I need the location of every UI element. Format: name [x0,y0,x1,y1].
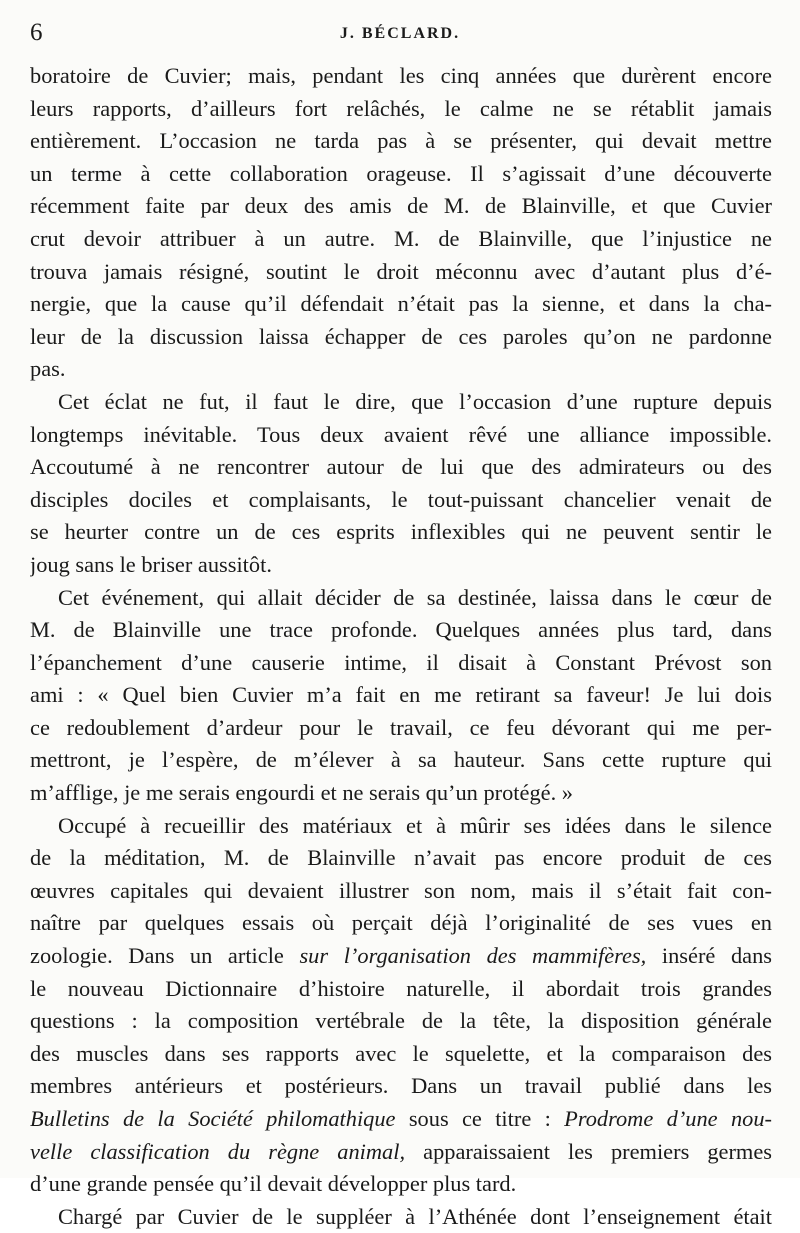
text-line: ce redoublement d’ardeur pour le travail, ce feu dévorant qui me per- [30,714,772,740]
text-line: naître par quelques essais où perçait déjà l’originalité de ses vues en [30,910,772,936]
running-title: J. BÉCLARD. [339,25,461,42]
italic-title: sur l’organisation des mammifères, [299,943,647,969]
text-line: ami : « Quel bien Cuvier m’a fait en me retirant sa faveur! Je lui dois [30,682,772,708]
text-line: mettront, je l’espère, de m’élever à sa hauteur. Sans cette rupture qui [30,747,772,773]
text-line: membres antérieurs et postérieurs. Dans un travail publié dans les [30,1073,772,1099]
text-line: Occupé à recueillir des matériaux et à mûrir ses idées dans le silence [58,812,772,838]
text-run: zoologie. Dans un article [30,943,300,969]
text-line: questions : la composition vertébrale de la tête, la disposition générale [30,1008,772,1034]
body-text [30,60,772,1233]
italic-title: Bulletins de la Société philomathique [30,1106,396,1131]
text-line: trouva jamais résigné, soutint le droit méconnu avec d’autant plus d’é- [30,258,772,284]
text-line [30,1103,772,1136]
text-line: m’afflige, je me serais engourdi et ne serais qu’un protégé. » [30,780,573,806]
italic-title: Prodrome d’une nou- [564,1106,772,1131]
text-line: Accoutumé à ne rencontrer autour de lui que des admirateurs ou des [30,454,772,480]
text-line: l’épanchement d’une causerie intime, il disait à Constant Prévost son [30,649,772,675]
text-line: d’une grande pensée qu’il devait développer plus tard. [30,1171,517,1197]
text-line: leurs rapports, d’ailleurs fort relâchés, le calme ne se rétablit jamais [30,95,772,121]
page-number: 6 [30,19,43,46]
page-header [30,18,770,48]
text-run: apparaissaient les premiers germes [405,1138,772,1164]
text-line: leur de la discussion laissa échapper de ces paroles qu’on ne pardonne [30,323,772,349]
text-line: boratoire de Cuvier; mais, pendant les cinq années que durèrent encore [30,63,772,88]
text-line: entièrement. L’occasion ne tarda pas à se présenter, qui devait mettre [30,128,772,154]
text-line: disciples dociles et complaisants, le tout-puissant chancelier venait de [30,486,772,512]
text-line: des muscles dans ses rapports avec le squelette, et la comparaison des [30,1040,772,1066]
text-line: se heurter contre un de ces esprits inflexibles qui ne peuvent sentir le [30,519,772,545]
text-line: Cet éclat ne fut, il faut le dire, que l’occasion d’une rupture depuis [58,388,772,414]
text-line: un terme à cette collaboration orageuse. Il s’agissait d’une découverte [30,160,772,186]
text-run: sous ce titre : [395,1106,565,1131]
text-line: récemment faite par deux des amis de M. de Blainville, et que Cuvier [30,193,772,219]
text-line: pas. [30,356,66,382]
text-line: Chargé par Cuvier de le suppléer à l’Athénée dont l’enseignement était [58,1203,772,1229]
italic-title: velle classification du règne animal, [30,1138,406,1164]
text-run: inséré dans [646,943,772,969]
text-line: Cet événement, qui allait décider de sa destinée, laissa dans le cœur de [58,584,772,610]
text-line: joug sans le briser aussitôt. [30,551,272,577]
text-line [30,940,772,973]
text-line: longtemps inévitable. Tous deux avaient rêvé une alliance impossible. [30,421,772,447]
text-line: nergie, que la cause qu’il défendait n’était pas la sienne, et dans la cha- [30,291,772,317]
text-line: M. de Blainville une trace profonde. Quelques années plus tard, dans [30,617,772,643]
text-line: le nouveau Dictionnaire d’histoire naturelle, il abordait trois grandes [30,975,772,1001]
text-line: œuvres capitales qui devaient illustrer son nom, mais il s’était fait con- [30,877,772,903]
text-line [30,1136,772,1169]
text-line: crut devoir attribuer à un autre. M. de Blainville, que l’injustice ne [30,225,772,251]
text-line: de la méditation, M. de Blainville n’avait pas encore produit de ces [30,845,772,871]
